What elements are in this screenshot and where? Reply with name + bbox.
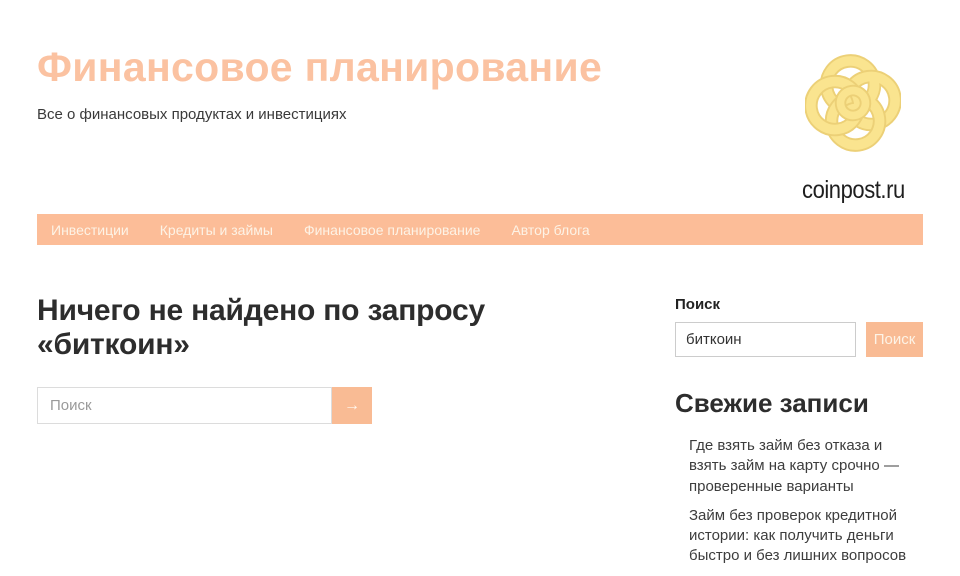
- site-header: [37, 0, 923, 205]
- list-item: [689, 436, 923, 497]
- recent-posts-heading: Свежие записи: [675, 388, 869, 418]
- site-logo: [778, 44, 928, 205]
- site-tagline: Все о финансовых продуктах и инвестициях: [37, 106, 347, 123]
- main-search-input[interactable]: [37, 387, 332, 424]
- logo-domain-text: coinpost.ru: [801, 176, 905, 204]
- site-branding: [37, 44, 602, 123]
- nav-item-blog-author[interactable]: Автор блога: [511, 221, 590, 238]
- recent-post-link[interactable]: Где взять займ без отказа и взять займ на карту срочно — проверенные варианты: [689, 437, 899, 495]
- content-area: [37, 294, 923, 576]
- main-search-form: [37, 387, 372, 424]
- knot-logo-icon: [805, 54, 901, 152]
- recent-posts-list: [675, 436, 923, 567]
- list-item: [689, 506, 923, 567]
- sidebar-search-form: [675, 322, 923, 357]
- main-column: [37, 294, 635, 576]
- recent-posts-section: [675, 388, 923, 567]
- sidebar-search-button[interactable]: Поиск: [866, 322, 923, 357]
- main-search-submit-button[interactable]: →: [332, 387, 372, 424]
- nav-item-investments[interactable]: Инвестиции: [51, 221, 129, 238]
- site-title[interactable]: Финансовое планирование: [37, 44, 603, 90]
- nav-item-financial-planning[interactable]: Финансовое планирование: [303, 221, 481, 238]
- sidebar-search-input[interactable]: [675, 322, 856, 357]
- not-found-heading: Ничего не найдено по запросу «биткоин»: [37, 294, 485, 361]
- page-container: [37, 0, 923, 576]
- nav-item-credits-loans[interactable]: Кредиты и займы: [159, 221, 273, 238]
- sidebar-search-label: Поиск: [675, 296, 721, 313]
- recent-post-link[interactable]: Займ без проверок кредитной истории: как получить деньги быстро и без лишних вопросов: [689, 506, 907, 565]
- main-nav: [37, 214, 923, 245]
- sidebar: [675, 294, 923, 576]
